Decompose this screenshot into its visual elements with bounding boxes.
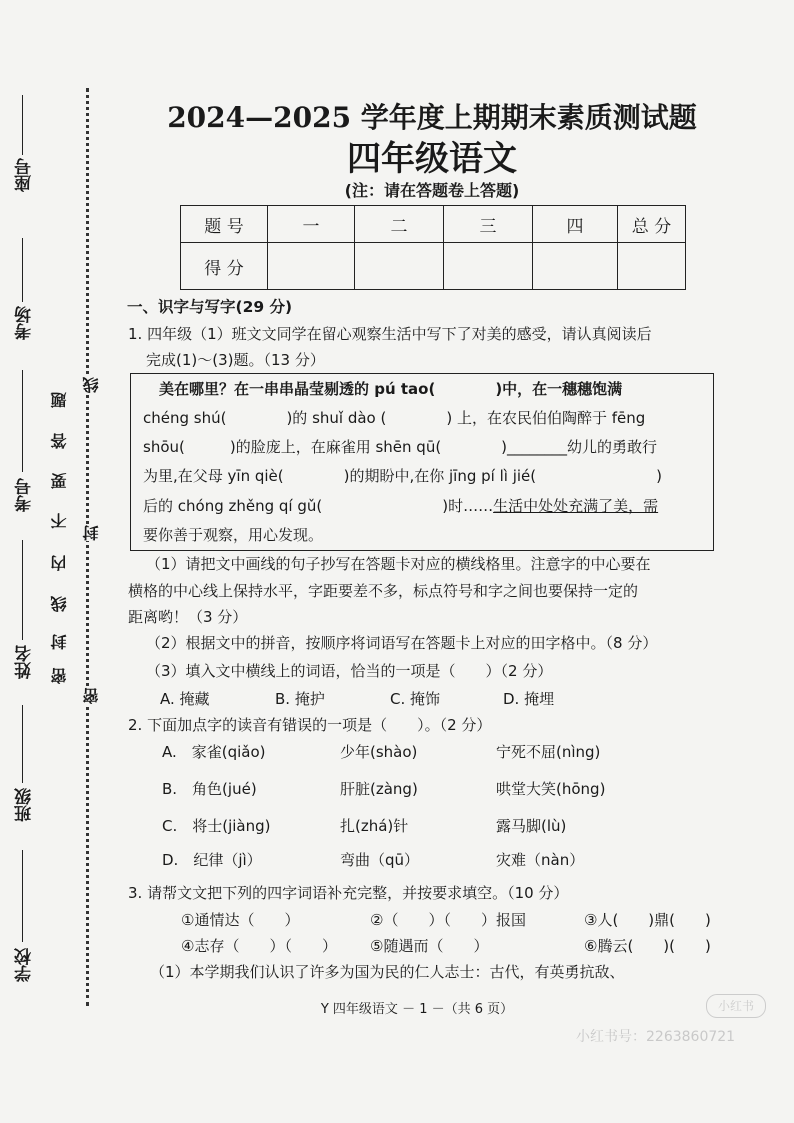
sub-question-3: （3）填入文中横线上的词语，恰当的一项是（ ）（2 分） [146,662,553,680]
room-line [22,238,23,302]
idiom-blank: ③人( )鼎( ) [584,911,711,929]
passage-line: chéng shú( )的 shuǐ dào ( ) 上，在农民伯伯陶醉于 fēng [143,409,646,427]
q2-word: 扎(zhá)针 [340,817,409,835]
q2-word: 哄堂大笑(hōng) [496,780,606,798]
question-2: 2. 下面加点字的读音有错误的一项是（ ）。（2 分） [128,716,492,734]
passage-line: 要你善于观察，用心发现。 [143,526,324,544]
seal-char: 线 [50,596,69,612]
q2-word: 少年(shào) [340,743,418,761]
idiom-blank: ⑥腾云( )( ) [584,937,711,955]
subject-title: 四年级语文 [347,139,517,179]
seal-char: 要 [50,473,69,489]
option-d[interactable]: D. 掩埋 [503,690,555,708]
watermark-id: 小红书号：2263860721 [576,1029,736,1045]
idiom-blank: ②（ ）（ ）报国 [370,911,526,929]
seal-char: 密 [50,668,69,684]
score-header-cell: 题 号 [181,206,268,243]
score-cell[interactable] [355,243,444,290]
answer-note: (注：请在答题卷上答题) [344,181,520,200]
class-label: 班级 [15,788,35,822]
passage-box [130,373,714,551]
passage-line: 美在哪里？在一串串晶莹剔透的 pú tao( )中，在一穗穗饱满 [159,380,623,398]
score-row-label: 得 分 [181,243,268,290]
score-cell[interactable] [533,243,618,290]
score-cell[interactable] [618,243,686,290]
name-line [22,540,23,640]
watermark-badge: 小红书 [706,994,766,1018]
score-cell[interactable] [268,243,355,290]
question-3: 3. 请帮文文把下列的四字词语补充完整，并按要求填空。（10 分） [128,884,569,902]
option-b[interactable]: B. 掩护 [275,690,325,708]
seal-char: 题 [50,392,69,408]
option-a[interactable]: A. 掩藏 [160,690,210,708]
name-label: 姓名 [15,645,35,679]
mark-secret: 密 [82,688,101,704]
score-header-cell: 四 [533,206,618,243]
q2-option-a[interactable]: A. 家雀(qiǎo) [162,743,266,761]
score-header-cell: 二 [355,206,444,243]
sub-question-1-line1: （1）请把文中画线的句子抄写在答题卡对应的横线格里。注意字的中心要在 [146,555,651,573]
score-cell[interactable] [444,243,533,290]
score-header-cell: 三 [444,206,533,243]
exam-title: 2024—2025 学年度上期期末素质测试题 [167,101,697,134]
question-3-sub1: （1）本学期我们认识了许多为国为民的仁人志士：古代，有英勇抗敌、 [150,963,625,981]
school-label: 学校 [15,948,35,982]
question-1-line2: 完成(1)～(3)题。（13 分） [146,351,325,369]
q2-option-b[interactable]: B. 角色(jué) [162,780,257,798]
q2-word: 弯曲（qū） [340,851,420,869]
mark-line: 线 [82,377,101,393]
section-heading: 一、识字与写字(29 分) [127,298,293,316]
score-table [180,205,686,290]
sub-question-1-line2: 横格的中心线上保持水平，字距要差不多，标点符号和字之间也要保持一定的 [128,582,639,600]
idiom-blank: ④志存（ ）（ ） [181,937,337,955]
q2-option-c[interactable]: C. 将士(jiàng) [162,817,271,835]
score-header-cell: 总 分 [618,206,686,243]
passage-text: 后的 chóng zhěng qí gǔ( )时…… [143,497,494,515]
passage-line: shōu( )的脸庞上，在麻雀用 shēn qū( )________幼儿的勇敢行 [143,438,658,456]
exam-no-line [22,370,23,472]
q2-option-d[interactable]: D. 纪律（jì） [162,851,262,869]
q2-word: 露马脚(lù) [496,817,567,835]
seal-char: 封 [50,634,69,650]
sub-question-1-line3: 距离哟！（3 分） [128,608,248,626]
underlined-sentence: 生活中处处充满了美，需 [493,497,659,515]
seal-char: 内 [50,555,69,571]
option-c[interactable]: C. 掩饰 [390,690,441,708]
passage-line: 为里,在父母 yīn qiè( )的期盼中,在你 jīng pí lì jié( ) [143,467,662,485]
q2-word: 灾难（nàn） [496,851,585,869]
passage-line [143,495,658,516]
page-footer: Y 四年级语文 － 1 －（共 6 页） [320,1002,514,1017]
exam-no-label: 考号 [15,478,35,512]
binding-dotted-line [86,88,89,1006]
seat-label: 座号 [15,158,35,192]
seal-char: 不 [50,513,69,529]
question-1-line1: 1. 四年级（1）班文文同学在留心观察生活中写下了对美的感受，请认真阅读后 [128,325,652,343]
seal-char: 答 [50,433,69,449]
idiom-blank: ⑤随遇而（ ） [370,937,489,955]
q2-word: 肝脏(zàng) [340,780,418,798]
sub-question-2: （2）根据文中的拼音，按顺序将词语写在答题卡上对应的田字格中。（8 分） [146,634,658,652]
score-header-cell: 一 [268,206,355,243]
q2-word: 宁死不屈(nìng) [496,743,601,761]
room-label: 考场 [15,306,35,340]
idiom-blank: ①通情达（ ） [181,911,300,929]
class-line [22,705,23,783]
school-line [22,850,23,942]
mark-seal: 封 [82,525,101,541]
